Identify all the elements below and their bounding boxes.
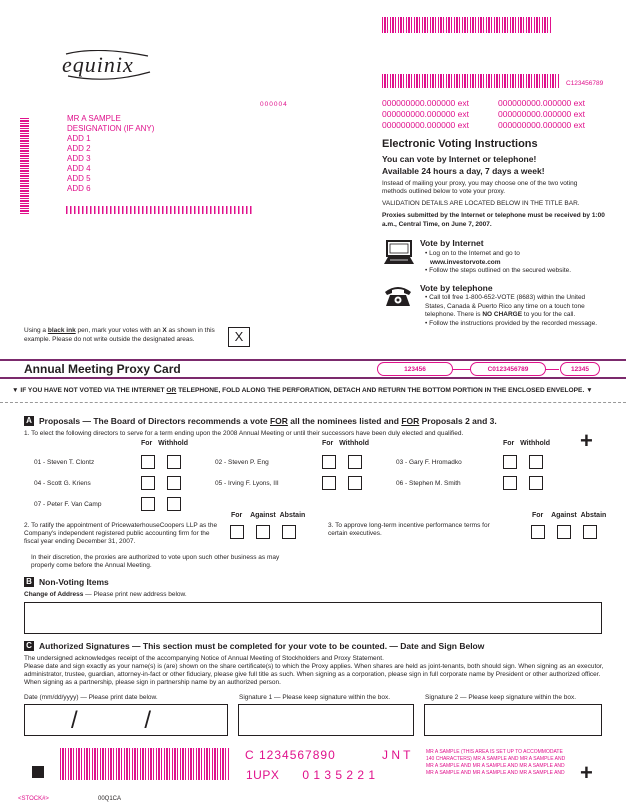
barcode-second	[382, 74, 560, 88]
signature-1-box[interactable]	[238, 704, 414, 736]
barcode-top	[382, 17, 552, 33]
nominee-01: 01 - Steven T. Clontz	[34, 459, 95, 466]
proposal-2-text: 2. To ratify the appointment of PricewaterhouseCoopers LLP as the Company's independent registered public accounting firm for the fiscal year ending December 31, 2007.	[24, 522, 218, 545]
footer-note: MR A SAMPLE (THIS AREA IS SET UP TO ACCOMMODATE 140 CHARACTERS) MR A SAMPLE AND MR A SAMPLE AND MR A SAMPLE AND MR A SAMPLE AND MR A SAMPLE AND MR A SAMPLE AND MR A SAMPLE AND MR A SAMPLE AND	[426, 749, 566, 776]
section-c-ack: The undersigned acknowledges receipt of the accompanying Notice of Annual Meeting of Stockholders and Proxy Statement.	[24, 655, 384, 662]
signature-1-label: Signature 1 — Please keep signature within the box.	[239, 694, 391, 701]
evi-p3: Proxies submitted by the Internet or telephone must be received by 1:00 a.m., Central Time, on June 7, 2007.	[382, 212, 605, 228]
nominee-06: 06 - Stephen M. Smith	[396, 480, 461, 487]
section-b-letter: B	[24, 577, 34, 587]
footer-jnt: J N T	[382, 748, 411, 762]
validation-oval-3: 12345	[560, 362, 600, 376]
proposal-2-for[interactable]	[230, 525, 244, 539]
validation-oval-2: C0123456789	[470, 362, 546, 376]
mark-instructions: Using a black ink pen, mark your votes with an X as shown in this example. Please do not write outside the designated areas.	[24, 327, 215, 343]
perforation-line	[0, 402, 626, 403]
nominee-02: 02 - Steven P. Eng	[215, 459, 269, 466]
vote-phone-steps: • Call toll free 1-800-652-VOTE (8683) within the United States, Canada & Puerto Rico any time on a touch tone telephone. There is NO CHARGE to you for the call. • Follow the instructions provided by the recorded message.	[425, 294, 598, 327]
section-a-letter: A	[24, 416, 34, 426]
nominee-03-for[interactable]	[503, 455, 517, 469]
col-header-2: For Withhold	[322, 440, 369, 447]
ext-column-1: 000000000.000000 ext 000000000.000000 ext 000000000.000000 ext	[382, 98, 469, 130]
nominee-03-withhold[interactable]	[529, 455, 543, 469]
evi-p2: VALIDATION DETAILS ARE LOCATED BELOW IN THE TITLE BAR.	[382, 200, 580, 207]
stock-number: <STOCK#>	[18, 796, 49, 802]
nominee-01-for[interactable]	[141, 455, 155, 469]
section-c-letter: C	[24, 641, 34, 651]
col-header-3: For Withhold	[503, 440, 550, 447]
proposal-1-text: 1. To elect the following directors to serve for a term ending upon the 2008 Annual Meeting or until their successors have been duly elected and qualified.	[24, 430, 464, 437]
date-slashes: / /	[71, 707, 152, 734]
nominee-07-withhold[interactable]	[167, 497, 181, 511]
investorvote-link[interactable]: www.investorvote.com	[430, 258, 501, 266]
nominee-06-withhold[interactable]	[529, 476, 543, 490]
vote-phone-title: Vote by telephone	[420, 283, 493, 293]
nominee-02-withhold[interactable]	[348, 455, 362, 469]
control-code-top: C123456789	[566, 80, 604, 87]
p3-header: For Against Abstain	[532, 512, 607, 519]
telephone-icon	[383, 284, 413, 308]
evi-p1: Instead of mailing your proxy, you may choose one of the two voting methods outlined below to vote your proxy.	[382, 180, 578, 195]
evi-sub2: Available 24 hours a day, 7 days a week!	[382, 166, 545, 176]
ext-column-2: 000000000.000000 ext 000000000.000000 ext 000000000.000000 ext	[498, 98, 585, 130]
col-header-1: For Withhold	[141, 440, 188, 447]
example-x-box: X	[228, 327, 250, 347]
nominee-04-for[interactable]	[141, 476, 155, 490]
section-c-instructions: Please date and sign exactly as your name(s) is (are) shown on the share certificate(s) to which the Proxy applies. When shares are held as joint-tenants, both should sign. When signing as an executor, administrator, trustee, guardian, attorney-in-fact or other fiduciary, please give full title as such. When signing as a corporation, please sign in full corporate name by President or other authorized officer. When signing as a partnership, please sign in partnership name by an authorized person.	[24, 663, 604, 686]
change-of-address-box[interactable]	[24, 602, 602, 634]
p2-header: For Against Abstain	[231, 512, 306, 519]
nominee-05-withhold[interactable]	[348, 476, 362, 490]
nominee-04: 04 - Scott G. Kriens	[34, 480, 91, 487]
proposal-3-abstain[interactable]	[583, 525, 597, 539]
validation-oval-1: 123456	[377, 362, 453, 376]
change-of-address-label: Change of Address — Please print new address below.	[24, 591, 187, 598]
section-c-title: Authorized Signatures — This section must be completed for your vote to be counted. — Date and Sign Below	[39, 641, 485, 651]
form-code: 00Q1CA	[98, 796, 122, 802]
mailing-address: MR A SAMPLE DESIGNATION (IF ANY) ADD 1 ADD 2 ADD 3 ADD 4 ADD 5 ADD 6	[67, 114, 155, 193]
nominee-05: 05 - Irving F. Lyons, III	[215, 480, 279, 487]
evi-sub1: You can vote by Internet or telephone!	[382, 154, 537, 164]
registration-mark	[32, 766, 44, 778]
date-box[interactable]	[24, 704, 228, 736]
footer-code-2: 1UPX 0 1 3 5 2 2 1	[246, 768, 376, 782]
nominee-03: 03 - Gary F. Hromadko	[396, 459, 462, 466]
footer-barcode	[60, 748, 230, 780]
signature-2-label: Signature 2 — Please keep signature within the box.	[425, 694, 577, 701]
nominee-07-for[interactable]	[141, 497, 155, 511]
section-b-title: Non-Voting Items	[39, 577, 109, 587]
equinix-logo: equinix	[58, 50, 158, 80]
nominee-02-for[interactable]	[322, 455, 336, 469]
plus-mark-top: +	[580, 428, 593, 453]
vertical-barcode	[20, 118, 29, 214]
postal-barcode	[66, 206, 254, 214]
plus-mark-bottom: +	[580, 760, 593, 785]
fold-instruction: ▼ IF YOU HAVE NOT VOTED VIA THE INTERNET OR TELEPHONE, FOLD ALONG THE PERFORATION, DETACH AND RETURN THE BOTTOM PORTION IN THE ENCLOSED ENVELOPE. ▼	[12, 387, 593, 394]
signature-2-box[interactable]	[424, 704, 602, 736]
proposal-3-against[interactable]	[557, 525, 571, 539]
date-label: Date (mm/dd/yyyy) — Please print date below.	[24, 694, 158, 701]
proposal-2-against[interactable]	[256, 525, 270, 539]
section-a-title: Proposals — The Board of Directors recommends a vote FOR all the nominees listed and FOR Proposals 2 and 3.	[39, 416, 497, 426]
nominee-06-for[interactable]	[503, 476, 517, 490]
nominee-07: 07 - Peter F. Van Camp	[34, 501, 102, 508]
nominee-05-for[interactable]	[322, 476, 336, 490]
vote-internet-steps: • Log on to the Internet and go to www.investorvote.com • Follow the steps outlined on the secured website.	[425, 250, 615, 276]
laptop-icon	[384, 240, 414, 266]
vote-internet-title: Vote by Internet	[420, 238, 484, 248]
sequence-number: 000004	[260, 101, 288, 108]
footer-control-code: C 1234567890	[245, 748, 336, 762]
nominee-04-withhold[interactable]	[167, 476, 181, 490]
evi-title: Electronic Voting Instructions	[382, 138, 538, 150]
proposal-3-for[interactable]	[531, 525, 545, 539]
discretion-text: In their discretion, the proxies are authorized to vote upon such other business as may properly come before the Annual Meeting.	[31, 554, 280, 569]
proposal-2-abstain[interactable]	[282, 525, 296, 539]
card-title: Annual Meeting Proxy Card	[24, 362, 181, 376]
proposal-3-text: 3. To approve long-term incentive performance terms for certain executives.	[328, 522, 490, 537]
nominee-01-withhold[interactable]	[167, 455, 181, 469]
